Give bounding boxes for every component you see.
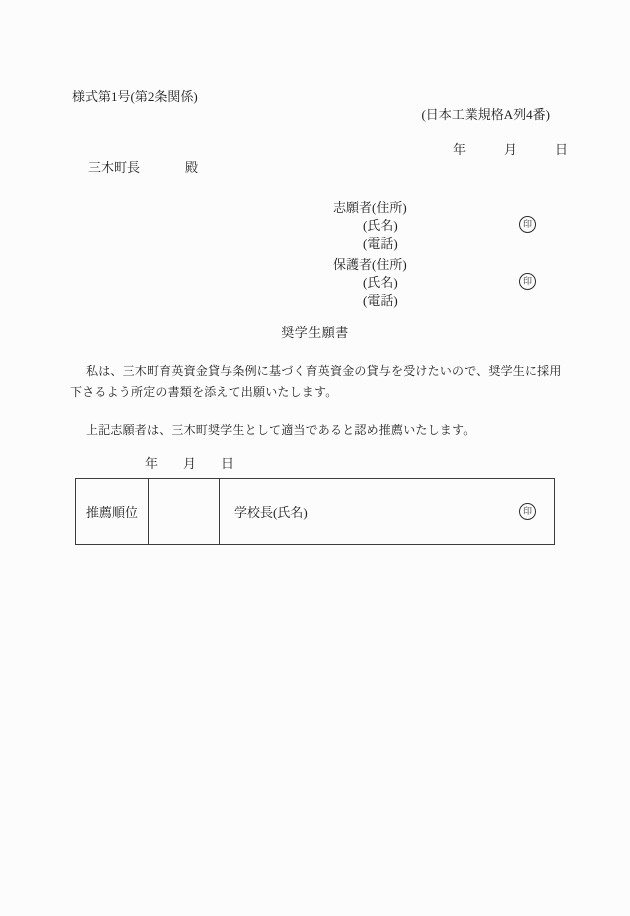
- recommendation-date-line: [145, 453, 234, 472]
- applicant-seal-icon: [519, 216, 536, 233]
- recommendation-table: [75, 478, 555, 545]
- header-date-year: 年: [453, 142, 467, 157]
- guardian-seal-icon: [519, 273, 536, 290]
- seal-glyph: 印: [522, 276, 532, 286]
- header-date-line: [453, 139, 568, 158]
- seal-glyph: 印: [522, 219, 532, 229]
- addressee-line: [88, 157, 198, 176]
- guardian-name-label: (氏名): [363, 275, 398, 290]
- applicant-phone-label: (電話): [363, 236, 398, 251]
- header-date-day: 日: [555, 142, 569, 157]
- rank-label-cell: 推薦順位: [76, 479, 149, 544]
- seal-glyph: 印: [522, 506, 532, 516]
- body-paragraph-recommendation: [70, 420, 475, 441]
- guardian-phone-label: (電話): [363, 293, 398, 308]
- header-date-month: 月: [504, 142, 518, 157]
- paragraph-line: 私は、三木町育英資金貸与条例に基づく育英資金の貸与を受けたいので、奨学生に採用: [86, 364, 562, 378]
- paragraph-line: 下さるよう所定の書類を添えて出願いたします。: [70, 385, 338, 399]
- recommendation-date-month: 月: [183, 456, 197, 471]
- paragraph-line: 上記志願者は、三木町奨学生として適当であると認め推薦いたします。: [86, 423, 476, 437]
- recommendation-date-day: 日: [221, 456, 235, 471]
- principal-seal-icon: [519, 503, 536, 520]
- addressee-honorific: 殿: [185, 160, 199, 175]
- guardian-address-label: 保護者(住所): [333, 257, 407, 272]
- addressee-name: 三木町長: [88, 160, 141, 175]
- principal-name-label: 学校長(氏名): [234, 505, 308, 520]
- recommendation-date-year: 年: [145, 456, 159, 471]
- applicant-name-label: (氏名): [363, 218, 398, 233]
- paper-spec-note: (日本工業規格A列4番): [421, 107, 550, 122]
- body-paragraph-application: [70, 361, 562, 403]
- rank-value-cell: [149, 479, 220, 544]
- document-title: 奨学生願書: [281, 325, 349, 340]
- form-number: 様式第1号(第2条関係): [72, 89, 198, 104]
- applicant-address-label: 志願者(住所): [333, 200, 407, 215]
- principal-cell: [220, 479, 554, 544]
